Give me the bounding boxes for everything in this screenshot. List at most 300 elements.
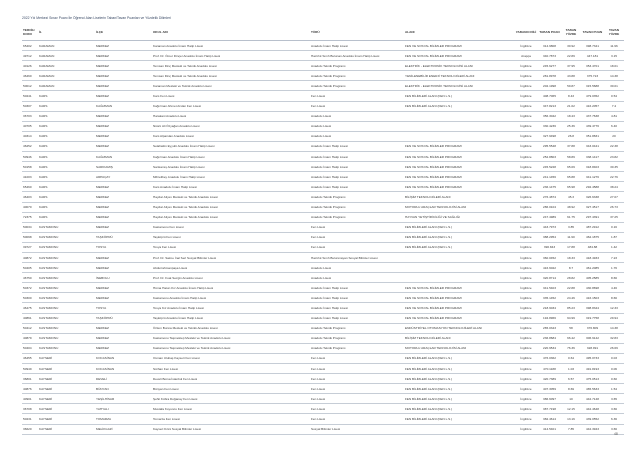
- cell-ilce: MERKEZ: [95, 192, 152, 202]
- cell-taban-yuzde: 30.92: [561, 41, 581, 51]
- table-row: [22, 212, 624, 222]
- cell-turu: Anadolu Lisesi: [310, 131, 404, 141]
- cell-tercih-kodu: 40705: [22, 121, 38, 131]
- cell-ilce: MERKEZ: [95, 222, 152, 232]
- cell-okul-adi: Bünyan Fen Lisesi: [152, 384, 310, 394]
- cell-yabanci-dili: İngilizce: [514, 404, 538, 414]
- cell-tavan-yuzde: 0.54: [604, 91, 624, 101]
- cell-okul-adi: Nüsrü Ali Özyağan Anadolu Lisesi: [152, 121, 310, 131]
- cell-turu: Anadolu Teknik Programı: [310, 61, 404, 71]
- cell-okul-adi: Kastamonu Anadolu İmam Hatip Lisesi: [152, 293, 310, 303]
- cell-taban-yuzde: 3.85: [561, 222, 581, 232]
- cell-taban-yuzde: 58.89: [561, 152, 581, 162]
- cell-tavan-yuzde: 6.40: [604, 121, 624, 131]
- table-row: [22, 111, 624, 121]
- cell-tavan-yuzde: 3.65: [604, 394, 624, 404]
- cell-tavan-yuzde: 30.01: [604, 81, 624, 91]
- cell-yabanci-dili: İngilizce: [514, 182, 538, 192]
- cell-alani: FEN VE SOSYAL BİLİMLER PROGRAMI: [404, 41, 514, 51]
- cell-turu: Anadolu Lisesi: [310, 263, 404, 273]
- header-ilce: İLÇE: [95, 26, 152, 41]
- cell-yabanci-dili: İngilizce: [514, 424, 538, 434]
- cell-taban-yuzde: 26.8: [561, 131, 581, 141]
- cell-yabanci-dili: İngilizce: [514, 313, 538, 323]
- cell-il: KARS: [38, 111, 95, 121]
- cell-ilce: MERKEZ: [95, 333, 152, 343]
- cell-alani: ENDÜSTRİYEL OTOMASYON TEKNOLOJİLERİ ALANI: [404, 323, 514, 333]
- cell-yabanci-dili: İngilizce: [514, 323, 538, 333]
- cell-il: KASTAMONU: [38, 242, 95, 252]
- cell-okul-adi: Mustafa Koyuncu Fen Lisesi: [152, 404, 310, 414]
- cell-taban-yuzde: 12.15: [561, 404, 581, 414]
- cell-tavan-puan: 375.723: [581, 71, 604, 81]
- cell-turu: Anadolu İmam Hatip Lisesi: [310, 41, 404, 51]
- cell-taban-puan: 360.0452: [538, 252, 561, 262]
- cell-turu: Anadolu Teknik Programı: [310, 212, 404, 222]
- cell-il: KARS: [38, 202, 95, 212]
- cell-alani: [404, 111, 514, 121]
- cell-taban-yuzde: 18.33: [561, 252, 581, 262]
- cell-tavan-puan: 306.9142: [581, 333, 604, 343]
- cell-tavan-yuzde: 1.54: [604, 384, 624, 394]
- cell-tercih-kodu: 46455: [22, 353, 38, 363]
- cell-yabanci-dili: İngilizce: [514, 252, 538, 262]
- cell-taban-yuzde: 17.88: [561, 242, 581, 252]
- cell-taban-yuzde: 37.88: [561, 141, 581, 151]
- cell-ilce: TOSYA: [95, 303, 152, 313]
- cell-alani: [404, 424, 514, 434]
- cell-alani: FEN BİLİMLERİ ALANI (FEN L.S.): [404, 364, 514, 374]
- cell-tavan-puan: 398.8344: [581, 303, 604, 313]
- cell-yabanci-dili: İngilizce: [514, 172, 538, 182]
- table-row: [22, 242, 624, 252]
- cell-tavan-puan: 318.8403: [581, 162, 604, 172]
- cell-tavan-yuzde: 26.69: [604, 343, 624, 353]
- cell-tercih-kodu: 50307: [22, 101, 38, 111]
- cell-yabanci-dili: İngilizce: [514, 162, 538, 172]
- cell-turu: Anadolu İmam Hatip Lisesi: [310, 172, 404, 182]
- cell-yabanci-dili: İngilizce: [514, 374, 538, 384]
- cell-yabanci-dili: İngilizce: [514, 364, 538, 374]
- cell-taban-yuzde: 8.43: [561, 91, 581, 101]
- table-row: [22, 202, 624, 212]
- cell-alani: FEN VE SOSYAL BİLİMLER PROGRAMI: [404, 162, 514, 172]
- cell-alani: FEN BİLİMLERİ ALANI (FEN L.S.): [404, 353, 514, 363]
- cell-taban-yuzde: 25.36: [561, 121, 581, 131]
- cell-tavan-yuzde: 22.76: [604, 172, 624, 182]
- cell-yabanci-dili: İngilizce: [514, 242, 538, 252]
- table-row: [22, 192, 624, 202]
- cell-tavan-yuzde: 23.82: [604, 152, 624, 162]
- table-row: [22, 414, 624, 424]
- cell-yabanci-dili: İngilizce: [514, 414, 538, 424]
- cell-tercih-kodu: 50231: [22, 414, 38, 424]
- cell-taban-puan: 330.4236: [538, 121, 561, 131]
- cell-tavan-puan: 442.4648: [581, 404, 604, 414]
- cell-ilce: TAŞKÖPRÜ: [95, 313, 152, 323]
- cell-tercih-kodu: 41003: [22, 172, 38, 182]
- cell-taban-puan: 327.9498: [538, 131, 561, 141]
- cell-ilce: SARIKAMIŞ: [95, 162, 152, 172]
- cell-tavan-yuzde: 1.87: [604, 232, 624, 242]
- cell-taban-yuzde: 65.09: [561, 162, 581, 172]
- cell-tavan-yuzde: 27.07: [604, 192, 624, 202]
- cell-alani: FEN BİLİMLERİ ALANI (FEN L.S.): [404, 232, 514, 242]
- cell-tavan-puan: 495.0733: [581, 353, 604, 363]
- cell-il: KARS: [38, 91, 95, 101]
- cell-okul-adi: Kars Anadolu İmam Hatip Lisesi: [152, 182, 310, 192]
- cell-taban-puan: 252.8803: [538, 152, 561, 162]
- cell-yabanci-dili: İngilizce: [514, 293, 538, 303]
- cell-taban-yuzde: 8.69: [561, 384, 581, 394]
- cell-ilce: TAŞKÖPRÜ: [95, 232, 152, 242]
- cell-yabanci-dili: İngilizce: [514, 222, 538, 232]
- cell-ilce: MERKEZ: [95, 61, 152, 71]
- table-row: [22, 283, 624, 293]
- cell-tavan-puan: 487.2912: [581, 222, 604, 232]
- cell-yabanci-dili: İngilizce: [514, 384, 538, 394]
- table-row: [22, 121, 624, 131]
- table-row: [22, 364, 624, 374]
- cell-okul-adi: Karaman Anadolu İmam Hatip Lisesi: [152, 41, 310, 51]
- cell-okul-adi: Osman Ulubaş Kayseri Fen Lisesi: [152, 353, 310, 363]
- header-tercih-kodu: TERCİH KODU: [22, 26, 38, 41]
- cell-taban-yuzde: 43.88: [561, 71, 581, 81]
- cell-tavan-puan: 442.3943: [581, 424, 604, 434]
- table-row: [22, 141, 624, 151]
- cell-yabanci-dili: İngilizce: [514, 152, 538, 162]
- cell-tavan-puan: 437.7638: [581, 111, 604, 121]
- cell-tavan-puan: 439.4776: [581, 121, 604, 131]
- cell-okul-adi: Taşköprü Fen Lisesi: [152, 232, 310, 242]
- table-row: [22, 71, 624, 81]
- cell-tercih-kodu: 40126: [22, 61, 38, 71]
- cell-okul-adi: Develi Borsa İstanbul Fen Lisesi: [152, 374, 310, 384]
- cell-tercih-kodu: 50372: [22, 283, 38, 293]
- cell-il: KARS: [38, 192, 95, 202]
- cell-turu: Anadolu İmam Hatip Lisesi: [310, 182, 404, 192]
- cell-yabanci-dili: İngilizce: [514, 192, 538, 202]
- cell-taban-puan: 320.8714: [538, 273, 561, 283]
- cell-il: KARAMAN: [38, 51, 95, 61]
- cell-taban-puan: 416.6022: [538, 263, 561, 273]
- cell-yabanci-dili: İngilizce: [514, 394, 538, 404]
- cell-tavan-yuzde: 6.36: [604, 414, 624, 424]
- cell-tavan-puan: 439.0552: [581, 414, 604, 424]
- cell-tercih-kodu: 49712: [22, 51, 38, 61]
- cell-turu: Fen Lisesi: [310, 232, 404, 242]
- cell-turu: Anadolu Teknik Programı: [310, 202, 404, 212]
- cell-ilce: İNEBOLU: [95, 273, 152, 283]
- cell-tavan-puan: 319.7758: [581, 313, 604, 323]
- cell-turu: Anadolu Teknik Programı: [310, 333, 404, 343]
- cell-tavan-yuzde: 3.66: [604, 424, 624, 434]
- cell-tercih-kodu: 40314: [22, 131, 38, 141]
- cell-taban-puan: 236.8684: [538, 333, 561, 343]
- cell-taban-yuzde: 37.95: [561, 61, 581, 71]
- cell-ilce: YEŞİLHİSAR: [95, 394, 152, 404]
- cell-tavan-yuzde: 7.4: [604, 101, 624, 111]
- cell-ilce: MERKEZ: [95, 293, 152, 303]
- table-row: [22, 162, 624, 172]
- cell-taban-puan: 443.7973: [538, 222, 561, 232]
- table-row: [22, 61, 624, 71]
- cell-turu: Anadolu İmam Hatip Lisesi: [310, 152, 404, 162]
- cell-taban-yuzde: 76.36: [561, 343, 581, 353]
- cell-tavan-puan: 297.4391: [581, 212, 604, 222]
- cell-yabanci-dili: İngilizce: [514, 111, 538, 121]
- cell-okul-adi: Tomarza Fen Lisesi: [152, 414, 310, 424]
- table-row: [22, 313, 624, 323]
- cell-taban-yuzde: 48.92: [561, 202, 581, 212]
- cell-il: KASTAMONU: [38, 273, 95, 283]
- cell-turu: Anadolu Teknik Programı: [310, 343, 404, 353]
- cell-tercih-kodu: 46750: [22, 273, 38, 283]
- cell-alani: MOTORLU ARAÇLAR TEKNOLOJİSİ ALANI: [404, 343, 514, 353]
- cell-taban-yuzde: 8.7: [561, 263, 581, 273]
- cell-taban-puan: 265.0343: [538, 323, 561, 333]
- cell-taban-yuzde: 94.99: [561, 313, 581, 323]
- cell-tavan-yuzde: 7.23: [604, 252, 624, 262]
- cell-okul-adi: Haydar Aliyev Mesleki ve Teknik Anadolu Lisesi: [152, 202, 310, 212]
- cell-taban-puan: 408.7065: [538, 91, 561, 101]
- cell-ilce: MERKEZ: [95, 182, 152, 192]
- cell-taban-yuzde: 21.02: [561, 101, 581, 111]
- cell-yabanci-dili: İngilizce: [514, 343, 538, 353]
- cell-tavan-yuzde: 38.24: [604, 182, 624, 192]
- cell-taban-yuzde: 65.98: [561, 182, 581, 192]
- cell-ilce: MERKEZ: [95, 81, 152, 91]
- table-row: [22, 394, 624, 404]
- cell-tavan-puan: 447.181: [581, 51, 604, 61]
- cell-tavan-puan: 479.0352: [581, 91, 604, 101]
- header-tavan-puan: TAVAN PUAN: [581, 26, 604, 41]
- table-body: [22, 41, 624, 435]
- cell-taban-yuzde: 65.88: [561, 172, 581, 182]
- cell-okul-adi: Selahattin Eyyubi Anadolu İmam Hatip Lisesi: [152, 141, 310, 151]
- cell-il: KAYSERİ: [38, 414, 95, 424]
- cell-okul-adi: Özlem Bunna Mesleki ve Teknik Anadolu Lisesi: [152, 323, 310, 333]
- cell-taban-puan: 245.6277: [538, 61, 561, 71]
- cell-tavan-puan: 462.1875: [581, 232, 604, 242]
- cell-tercih-kodu: 50404: [22, 343, 38, 353]
- cell-taban-puan: 347.8213: [538, 101, 561, 111]
- cell-turu: Fen Lisesi: [310, 374, 404, 384]
- cell-alani: FEN VE SOSYAL BİLİMLER PROGRAMI: [404, 313, 514, 323]
- cell-turu: Fen Lisesi: [310, 353, 404, 363]
- cell-alani: FEN BİLİMLERİ ALANI (FEN L.S.): [404, 384, 514, 394]
- cell-ilce: MERKEZ: [95, 202, 152, 212]
- cell-okul-adi: Şehit Kübra Doğanay Fen Lisesi: [152, 394, 310, 404]
- cell-alani: FEN VE SOSYAL BİLİMLER PROGRAMI: [404, 303, 514, 313]
- cell-turu: Fen Lisesi: [310, 394, 404, 404]
- cell-turu: Anadolu Teknik Programı: [310, 71, 404, 81]
- cell-taban-yuzde: 22.89: [561, 51, 581, 61]
- cell-taban-puan: 202.1998: [538, 81, 561, 91]
- cell-taban-yuzde: 45.3: [561, 192, 581, 202]
- cell-turu: Anadolu Teknik Programı: [310, 81, 404, 91]
- cell-tavan-yuzde: 1.42: [604, 242, 624, 252]
- cell-okul-adi: Haydar Aliyev Mesleki ve Teknik Anadolu Lisesi: [152, 192, 310, 202]
- cell-ilce: TOMARZA: [95, 414, 152, 424]
- cell-okul-adi: Temsan Dinç Mesleki ve Teknik Anadolu Lisesi: [152, 71, 310, 81]
- cell-alani: FEN BİLİMLERİ ALANI (FEN L.S.): [404, 91, 514, 101]
- cell-turu: Fen Lisesi: [310, 414, 404, 424]
- cell-il: KASTAMONU: [38, 343, 95, 353]
- cell-tavan-yuzde: 0.16: [604, 222, 624, 232]
- header-turu: TÜRÜ: [310, 26, 404, 41]
- cell-tercih-kodu: 40901: [22, 394, 38, 404]
- cell-il: KASTAMONU: [38, 222, 95, 232]
- cell-tercih-kodu: 50949: [22, 364, 38, 374]
- header-taban-puan: TABAN PUAN: [538, 26, 561, 41]
- cell-il: KASTAMONU: [38, 293, 95, 303]
- cell-okul-adi: Tosya Kız Anadolu İmam Hatip Lisesi: [152, 303, 310, 313]
- table-row: [22, 252, 624, 262]
- cell-il: KAYSERİ: [38, 364, 95, 374]
- cell-tavan-yuzde: 29.94: [604, 313, 624, 323]
- cell-turu: Sosyal Bilimler Lisesi: [310, 424, 404, 434]
- cell-il: KARS: [38, 182, 95, 192]
- cell-turu: Fen Lisesi: [310, 364, 404, 374]
- cell-alani: YENİLENEBİLİR ENERJİ TEKNOLOJİLERİ ALANI: [404, 71, 514, 81]
- cell-turu: Anadolu İmam Hatip Lisesi: [310, 141, 404, 151]
- cell-okul-adi: Mihrelibey Anadolu İmam Hatip Lisesi: [152, 172, 310, 182]
- cell-tercih-kodu: 50158: [22, 162, 38, 172]
- cell-ilce: MERKEZ: [95, 111, 152, 121]
- table-row: [22, 333, 624, 343]
- cell-alani: FEN BİLİMLERİ ALANI (FEN L.S.): [404, 222, 514, 232]
- cell-alani: MOTORLU ARAÇLAR TEKNOLOJİSİ ALANI: [404, 202, 514, 212]
- cell-okul-adi: Hüma Hatun Kız Anadolu İmam Hatip Lisesi: [152, 283, 310, 293]
- cell-il: KARS: [38, 212, 95, 222]
- cell-yabanci-dili: İngilizce: [514, 303, 538, 313]
- cell-alani: [404, 131, 514, 141]
- table-row: [22, 384, 624, 394]
- cell-yabanci-dili: Arapça: [514, 51, 538, 61]
- cell-ilce: MERKEZ: [95, 131, 152, 141]
- cell-ilce: BÜNYAN: [95, 384, 152, 394]
- cell-tercih-kodu: 40070: [22, 202, 38, 212]
- cell-il: KAYSERİ: [38, 424, 95, 434]
- cell-il: KASTAMONU: [38, 313, 95, 323]
- cell-turu: Anadolu Lisesi: [310, 273, 404, 283]
- cell-okul-adi: Haydar Aliyev Mesleki ve Teknik Anadolu Lisesi: [152, 212, 310, 222]
- cell-il: KAYSERİ: [38, 404, 95, 414]
- cell-tavan-puan: 326.6338: [581, 192, 604, 202]
- cell-tercih-kodu: 50946: [22, 152, 38, 162]
- cell-tavan-puan: 353.4701: [581, 61, 604, 71]
- cell-il: KASTAMONU: [38, 232, 95, 242]
- cell-turu: Fen Lisesi: [310, 101, 404, 111]
- cell-il: KARAMAN: [38, 41, 95, 51]
- cell-alani: FEN VE SOSYAL BİLİMLER PROGRAMI: [404, 283, 514, 293]
- cell-okul-adi: Harakani Anadolu Lisesi: [152, 111, 310, 121]
- cell-tavan-yuzde: 4.46: [604, 283, 624, 293]
- cell-turu: Anadolu İmam Hatip Lisesi: [310, 303, 404, 313]
- cell-tavan-yuzde: 18.01: [604, 61, 624, 71]
- cell-ilce: KOCASİNAN: [95, 353, 152, 363]
- cell-taban-puan: 382.4614: [538, 414, 561, 424]
- cell-ilce: MELİKGAZİ: [95, 424, 152, 434]
- cell-okul-adi: Prof. Dr. Ömer Dinçer Anadolu İmam Hatip Lisesi: [152, 51, 310, 61]
- cell-yabanci-dili: İngilizce: [514, 141, 538, 151]
- table-row: [22, 404, 624, 414]
- cell-taban-puan: 356.3042: [538, 111, 561, 121]
- table-row: [22, 41, 624, 51]
- cell-tercih-kodu: 50012: [22, 81, 38, 91]
- cell-ilce: KAĞIZMAN: [95, 101, 152, 111]
- cell-yabanci-dili: İngilizce: [514, 273, 538, 283]
- cell-okul-adi: Abdurrahmanpaşa Lisesi: [152, 263, 310, 273]
- cell-tercih-kodu: 50098: [22, 232, 38, 242]
- cell-tavan-yuzde: 14.38: [604, 323, 624, 333]
- cell-alani: FEN BİLİMLERİ ALANI (FEN L.S.): [404, 404, 514, 414]
- cell-tavan-yuzde: 22.38: [604, 141, 624, 151]
- cell-yabanci-dili: İngilizce: [514, 61, 538, 71]
- cell-tercih-kodu: 36708: [22, 404, 38, 414]
- cell-tavan-yuzde: 4.81: [604, 111, 624, 121]
- cell-alani: FEN VE SOSYAL BİLİMLER PROGRAMI: [404, 172, 514, 182]
- cell-ilce: MERKEZ: [95, 343, 152, 353]
- table-row: [22, 424, 624, 434]
- cell-taban-puan: 387.7198: [538, 404, 561, 414]
- cell-okul-adi: Sarıkamış Anadolu İmam Hatip Lisesi: [152, 162, 310, 172]
- table-row: [22, 343, 624, 353]
- cell-yabanci-dili: İngilizce: [514, 121, 538, 131]
- cell-tavan-yuzde: 12.33: [604, 303, 624, 313]
- cell-taban-yuzde: 85.23: [561, 303, 581, 313]
- cell-alani: [404, 263, 514, 273]
- cell-tavan-yuzde: 11.96: [604, 41, 624, 51]
- cell-il: KARS: [38, 141, 95, 151]
- cell-tercih-kodu: 40876: [22, 384, 38, 394]
- cell-taban-puan: 414.5401: [538, 424, 561, 434]
- table-row: [22, 152, 624, 162]
- cell-yabanci-dili: İngilizce: [514, 71, 538, 81]
- cell-il: KARS: [38, 152, 95, 162]
- cell-taban-puan: 407.3059: [538, 384, 561, 394]
- table-row: [22, 263, 624, 273]
- cell-tavan-puan: 461.2085: [581, 263, 604, 273]
- cell-il: KARS: [38, 131, 95, 141]
- cell-tavan-yuzde: 3.66: [604, 404, 624, 414]
- cell-alani: ELEKTRİK - ELEKTRONİK TEKNOLOJİSİ ALANI: [404, 81, 514, 91]
- cell-tavan-puan: 418.4933: [581, 252, 604, 262]
- cell-alani: FEN VE SOSYAL BİLİMLER PROGRAMI: [404, 182, 514, 192]
- cell-ilce: MERKEZ: [95, 91, 152, 101]
- cell-taban-yuzde: 58: [561, 323, 581, 333]
- header-alani: ALANI: [404, 26, 514, 41]
- cell-okul-adi: Kağızman Ahmet Arslan Fen Lisesi: [152, 101, 310, 111]
- cell-tavan-puan: 341.1276: [581, 172, 604, 182]
- cell-tavan-yuzde: 0.60: [604, 374, 624, 384]
- cell-tercih-kodu: 46403: [22, 192, 38, 202]
- cell-taban-yuzde: 59.87: [561, 81, 581, 91]
- cell-turu: Anadolu İmam Hatip Lisesi: [310, 162, 404, 172]
- cell-turu: Fen Lisesi: [310, 404, 404, 414]
- cell-alani: [404, 121, 514, 131]
- table-row: [22, 303, 624, 313]
- cell-taban-puan: 247.4989: [538, 212, 561, 222]
- cell-tercih-kodu: 50412: [22, 323, 38, 333]
- cell-tercih-kodu: 40879: [22, 333, 38, 343]
- table-row: [22, 131, 624, 141]
- cell-taban-puan: 295.5548: [538, 141, 561, 151]
- cell-okul-adi: Kağızman Anadolu İmam Hatip Lisesi: [152, 152, 310, 162]
- cell-il: KARAMAN: [38, 61, 95, 71]
- cell-okul-adi: Prof. Dr. Fuat Sezgin Anadolu Lisesi: [152, 273, 310, 283]
